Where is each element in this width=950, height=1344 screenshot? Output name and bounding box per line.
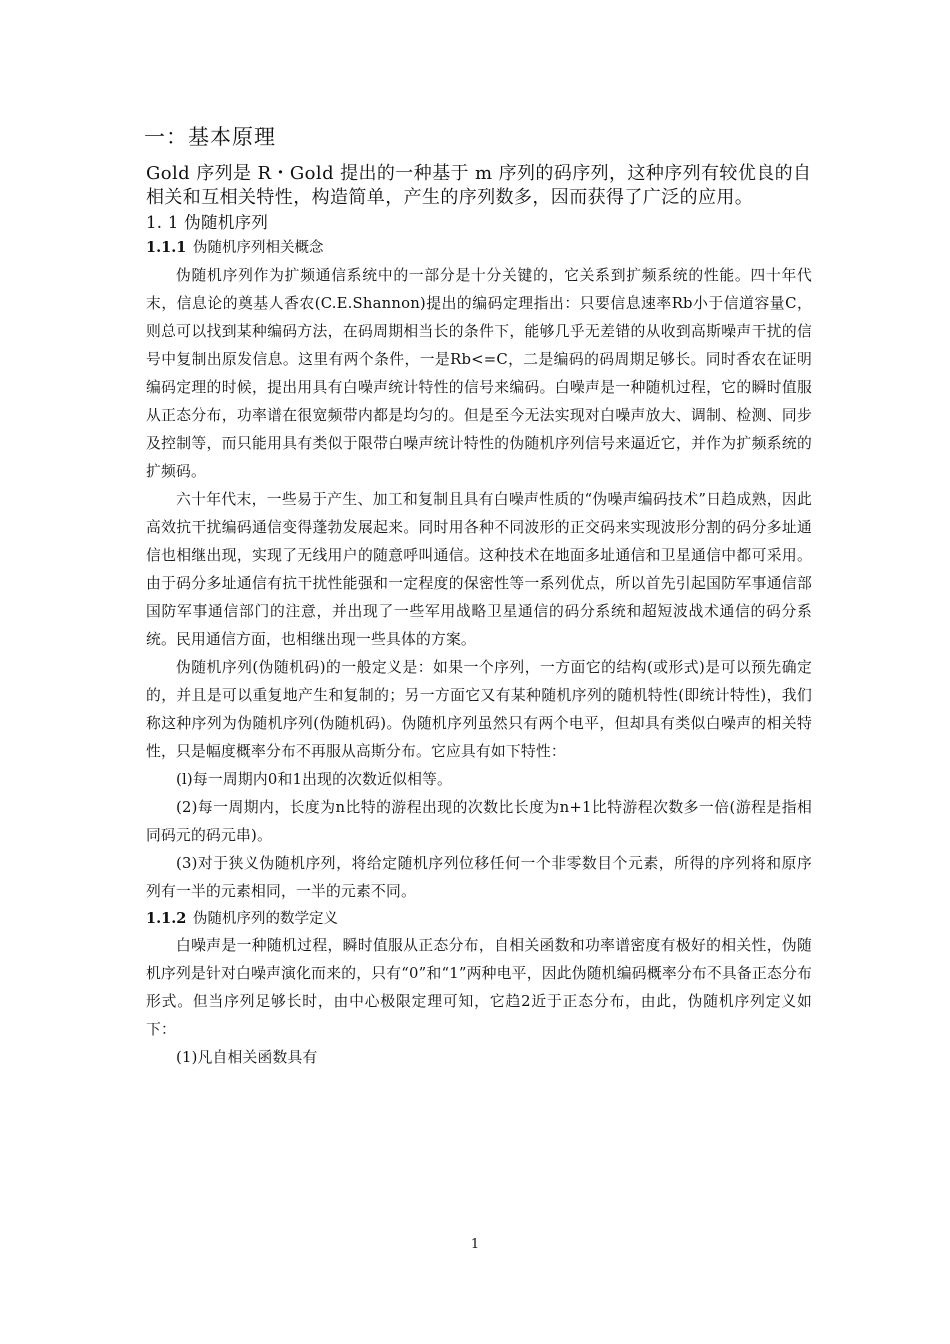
section-title: 伪随机序列相关概念 — [192, 240, 324, 256]
paragraph-definition: 伪随机序列(伪随机码)的一般定义是：如果一个序列，一方面它的结构(或形式)是可以预先确定的，并且是可以重复地产生和复制的；另一方面它又有某种随机序列的随机特性(即统计特性)，我们称这种序列为伪随机序列(伪随机码)。伪随机序列虽然只有两个电平，但却具有类似白噪声的相关特性，只是幅度概率分布不再服从高斯分布。它应具有如下特性： — [146, 659, 812, 760]
list-item-property-2: (2)每一周期内，长度为n比特的游程出现的次数比长度为n+1比特游程次数多一倍(游程是指相同码元的码元串)。 — [146, 799, 812, 844]
page-number: 1 — [470, 1237, 480, 1252]
paragraph-white-noise: 白噪声是一种随机过程，瞬时值服从正态分布，自相关函数和功率谱密度有极好的相关性，伪随机序列是针对白噪声演化而来的，只有“0”和“1”两种电平，因此伪随机编码概率分布不具备正态分布形式。但当序列足够长时，由中心极限定理可知，它趋2近于正态分布，由此，伪随机序列定义如下： — [146, 937, 812, 1038]
list-item-property-1: (l)每一周期内0和1出现的次数近似相等。 — [176, 771, 453, 788]
intro-paragraph: Gold 序列是 R・Gold 提出的一种基于 m 序列的码序列，这种序列有较优良的自相关和互相关特性，构造简单，产生的序列数多，因而获得了广泛的应用。 — [146, 163, 812, 208]
section-number: 1.1.2 — [146, 910, 187, 927]
heading-basic-principle: 一：基本原理 — [144, 125, 276, 149]
paragraph-sixties: 六十年代末，一些易于产生、加工和复制且具有白噪声性质的“伪噪声编码技术”日趋成熟，因此高效抗干扰编码通信变得蓬勃发展起来。同时用各种不同波形的正交码来实现波形分割的码分多址通信也相继出现，实现了无线用户的随意呼叫通信。这种技术在地面多址通信和卫星通信中都可采用。由于码分多址通信有抗干扰性能强和一定程度的保密性等一系列优点，所以首先引起国防军事通信部国防军事通信部门的注意，并出现了一些军用战略卫星通信的码分系统和超短波战术通信的码分系统。民用通信方面，也相继出现一些具体的方案。 — [146, 491, 812, 648]
section-heading-1-1: 1. 1 伪随机序列 — [146, 213, 269, 232]
section-number: 1.1.1 — [146, 239, 187, 256]
section-heading-1-1-1 — [146, 235, 812, 261]
page-body — [146, 122, 812, 1072]
section-heading-1-1-2 — [146, 906, 812, 932]
section-title: 伪随机序列的数学定义 — [192, 911, 338, 927]
list-item-autocorrelation: (1)凡自相关函数具有 — [176, 1049, 318, 1066]
list-item-property-3: (3)对于狭义伪随机序列，将给定随机序列位移任何一个非零数目个元素，所得的序列将和原序列有一半的元素相同，一半的元素不同。 — [146, 855, 812, 900]
paragraph-pseudo-random-intro: 伪随机序列作为扩频通信系统中的一部分是十分关键的，它关系到扩频系统的性能。四十年代末，信息论的奠基人香农(C.E.Shannon)提出的编码定理指出：只要信息速率Rb小于信道容量C，则总可以找到某种编码方法，在码周期相当长的条件下，能够几乎无差错的从收到高斯噪声干扰的信号中复制出原发信息。这里有两个条件，一是Rb<=C，二是编码的码周期足够长。同时香农在证明编码定理的时候，提出用具有白噪声统计特性的信号来编码。白噪声是一种随机过程，它的瞬时值服从正态分布，功率谱在很宽频带内都是均匀的。但是至今无法实现对白噪声放大、调制、检测、同步及控制等，而只能用具有类似于限带白噪声统计特性的伪随机序列信号来逼近它，并作为扩频系统的扩频码。 — [146, 267, 812, 480]
